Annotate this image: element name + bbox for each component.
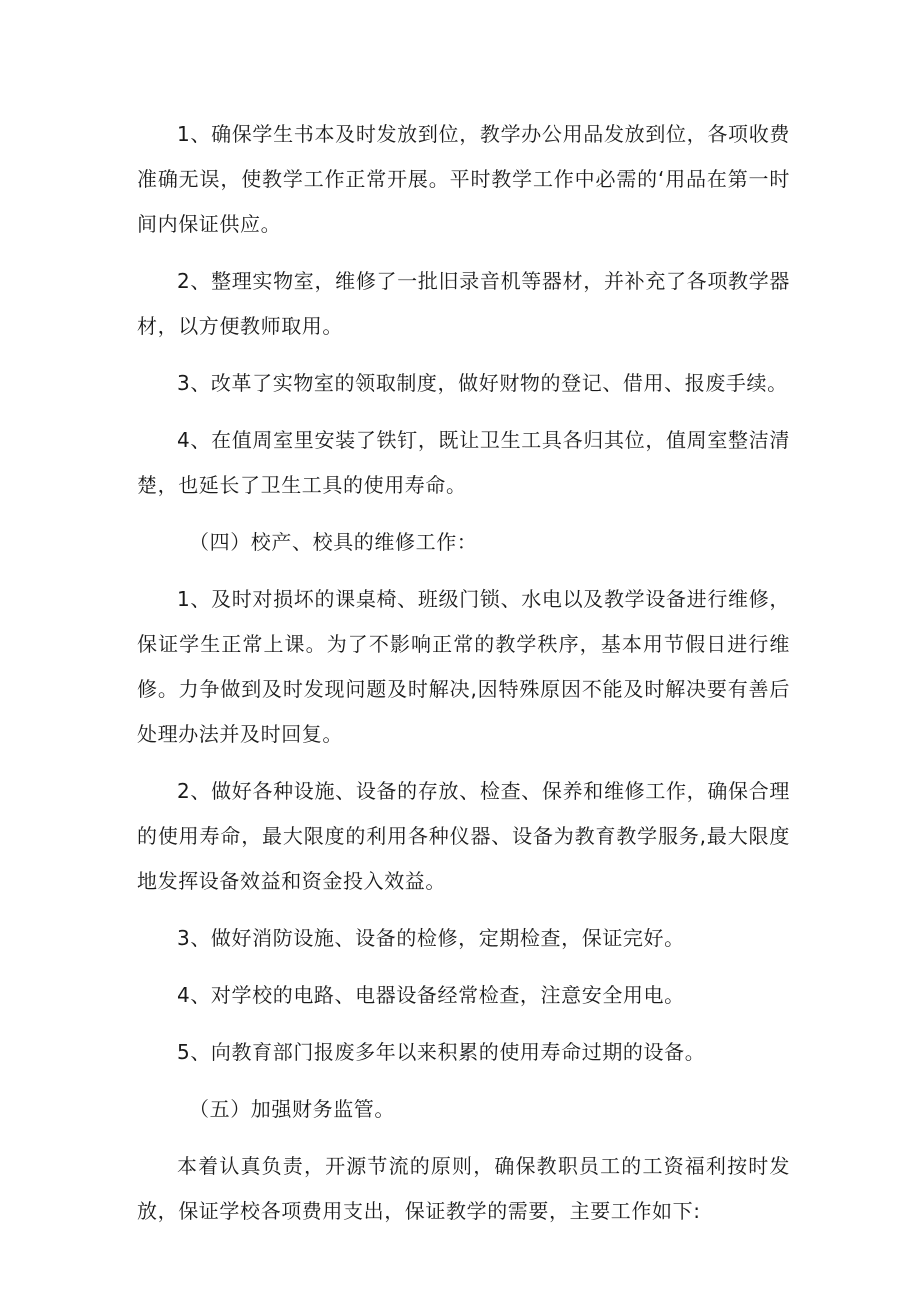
paragraph-4: 4、在值周室里安装了铁钉，既让卫生工具各归其位，值周室整洁清楚，也延长了卫生工具的使用寿命。	[137, 428, 790, 497]
paragraph-10: 本着认真负责，开源节流的原则，确保教职员工的工资福利按时发放，保证学校各项费用支出，保证教学的需要，主要工作如下:	[137, 1154, 790, 1223]
paragraph-2: 2、整理实物室，维修了一批旧录音机等器材，并补充了各项教学器材，以方便教师取用。	[137, 269, 790, 338]
section-heading-5: （五）加强财务监管。	[189, 1097, 395, 1121]
paragraph-6: 2、做好各种设施、设备的存放、检查、保养和维修工作，确保合理的使用寿命，最大限度的利用各种仪器、设备为教育教学服务,最大限度地发挥设备效益和资金投入效益。	[137, 779, 790, 893]
paragraph-7: 3、做好消防设施、设备的检修，定期检查，保证完好。	[177, 926, 685, 950]
paragraph-1: 1、确保学生书本及时发放到位，教学办公用品发放到位，各项收费准确无误，使教学工作正常开展。平时教学工作中必需的‘用品在第一时间内保证供应。	[137, 122, 790, 236]
section-heading-4: （四）校产、校具的维修工作：	[189, 530, 478, 554]
document-body	[137, 112, 790, 1246]
paragraph-3: 3、改革了实物室的领取制度，做好财物的登记、借用、报废手续。	[177, 371, 788, 395]
paragraph-8: 4、对学校的电路、电器设备经常检查，注意安全用电。	[177, 983, 685, 1007]
paragraph-5: 1、及时对损坏的课桌椅、班级门锁、水电以及教学设备进行维修，保证学生正常上课。为了不影响正常的教学秩序，基本用节假日进行维修。力争做到及时发现问题及时解决,因特殊原因不能及时解决要有善后处理办法并及时回复。	[137, 587, 790, 746]
paragraph-9: 5、向教育部门报废多年以来积累的使用寿命过期的设备。	[177, 1040, 706, 1064]
